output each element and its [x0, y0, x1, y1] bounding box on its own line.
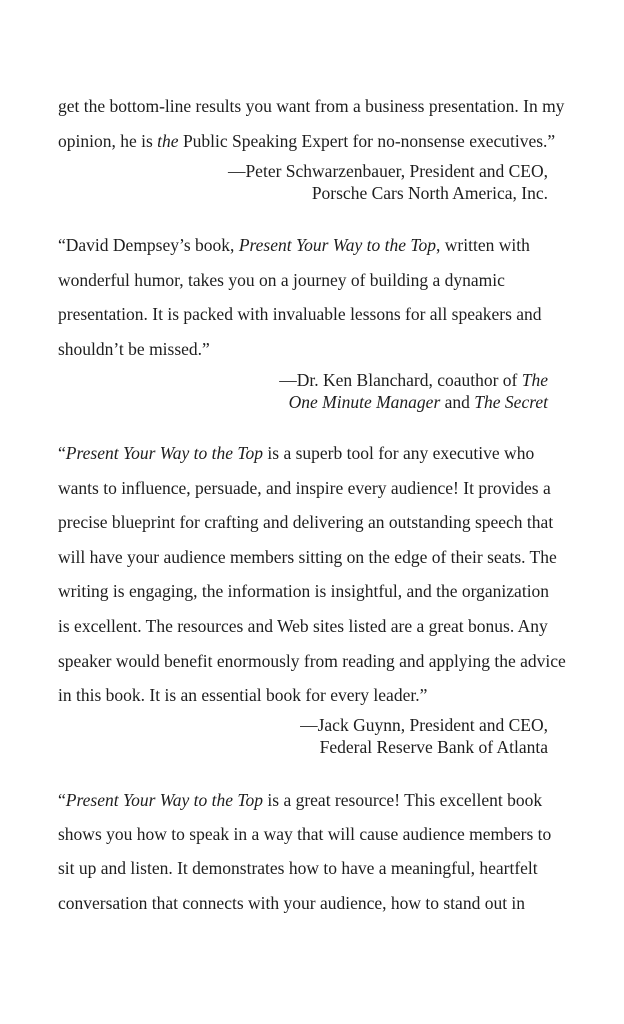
book-title: One Minute Manager	[288, 392, 441, 412]
body-line: conversation that connects with your audience, how to stand out in	[58, 893, 526, 913]
attribution-line: —Dr. Ken Blanchard, coauthor of The	[279, 370, 548, 390]
body-line: wants to influence, persuade, and inspire every audience! It provides a	[58, 478, 551, 498]
book-title: Present Your Way to the Top	[65, 443, 264, 463]
body-line: is excellent. The resources and Web sites listed are a great bonus. Any	[58, 616, 548, 636]
attribution-line: Federal Reserve Bank of Atlanta	[319, 737, 548, 757]
body-line: sit up and listen. It demonstrates how to have a meaningful, heartfelt	[58, 858, 538, 878]
body-line: “David Dempsey’s book, Present Your Way to the Top, written with	[58, 235, 530, 255]
attribution-line: Porsche Cars North America, Inc.	[311, 183, 548, 203]
body-line: shouldn’t be missed.”	[58, 339, 210, 359]
body-line: get the bottom-line results you want from a business presentation. In my	[58, 96, 565, 116]
book-title: The Secret	[474, 392, 548, 412]
body-line: wonderful humor, takes you on a journey of building a dynamic	[58, 270, 505, 290]
attribution-line: —Jack Guynn, President and CEO,	[300, 715, 548, 735]
body-line: “Present Your Way to the Top is a superb tool for any executive who	[58, 443, 535, 463]
book-title: The	[521, 370, 548, 390]
body-line: speaker would benefit enormously from reading and applying the advice	[58, 651, 566, 671]
body-line: in this book. It is an essential book for every leader.”	[58, 685, 428, 705]
body-line: writing is engaging, the information is insightful, and the organization	[58, 581, 550, 601]
book-title: Present Your Way to the Top	[65, 790, 264, 810]
body-line: opinion, he is the Public Speaking Expert for no-nonsense executives.”	[58, 131, 556, 151]
emphasis: the	[157, 131, 179, 151]
body-line: shows you how to speak in a way that will cause audience members to	[58, 824, 552, 844]
body-line: will have your audience members sitting on the edge of their seats. The	[58, 547, 557, 567]
body-line: presentation. It is packed with invaluable lessons for all speakers and	[58, 304, 542, 324]
attribution-line: —Peter Schwarzenbauer, President and CEO,	[227, 161, 548, 181]
book-title: Present Your Way to the Top	[238, 235, 437, 255]
body-line: “Present Your Way to the Top is a great resource! This excellent book	[58, 790, 543, 810]
attribution-line: One Minute Manager and The Secret	[288, 392, 548, 412]
body-line: precise blueprint for crafting and delivering an outstanding speech that	[58, 512, 554, 532]
